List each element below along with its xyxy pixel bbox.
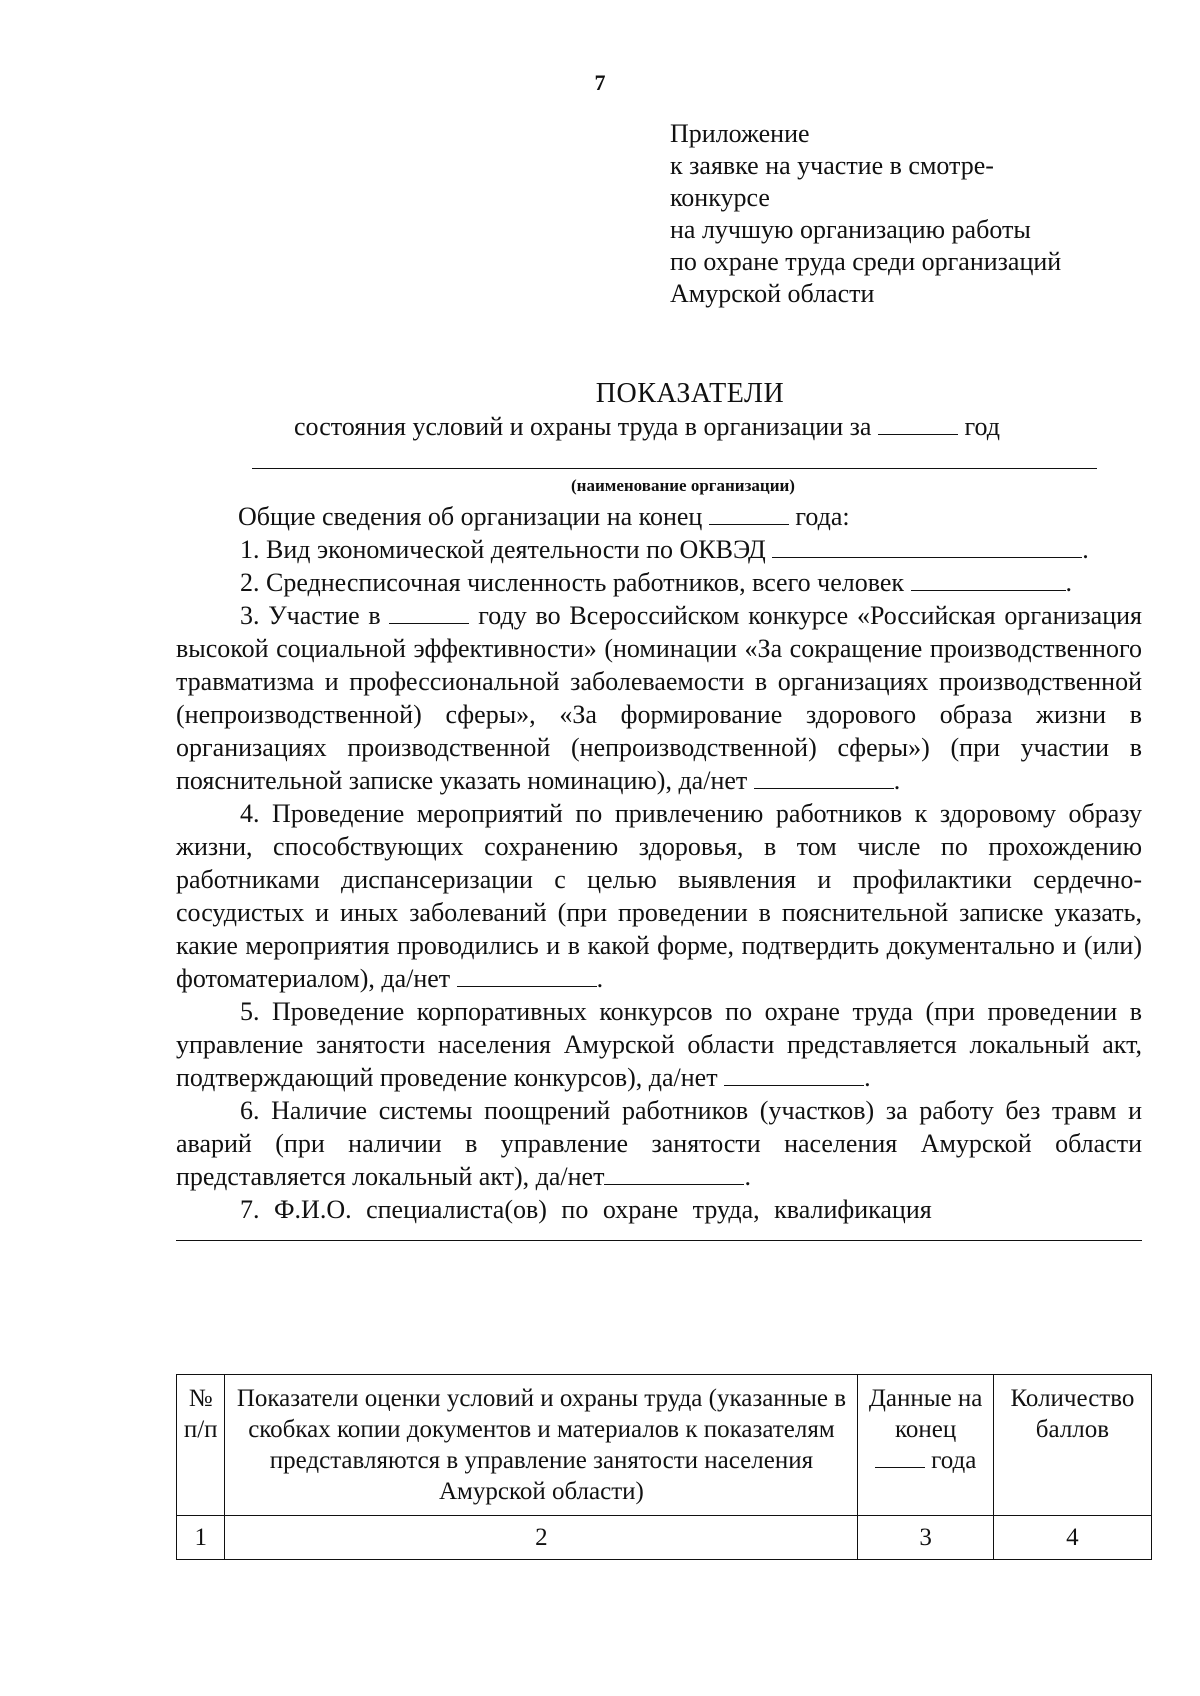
year-blank [389, 601, 469, 624]
answer-blank [457, 964, 597, 987]
year-blank [709, 502, 789, 525]
table-row [177, 1516, 1152, 1560]
table-header-row [177, 1375, 1152, 1516]
item-3: 3. Участие в году во Всероссийском конкурсе «Российская организация высокой социальной эффективности» (номинации «За сокращение производственного травматизма и профессиональной заболеваемости в организациях производственной (непроизводственной) сферы», «За формирование здорового образа жизни в организациях производственной (непроизводственной) сферы») (при участии в пояснительной записке указать номинацию), да/нет . [176, 601, 1142, 795]
item-4-text: 4. Проведение мероприятий по привлечению работников к здоровому образу жизни, способствующих сохранению здоровья, в том числе по прохождению работниками диспансеризации с целью выявления и профилактики сердечно-сосудистых и иных заболеваний (при проведении в пояснительной записке указать, какие мероприятия проводились и в какой форме, подтвердить документально и (или) фотоматериалом), да/нет [176, 799, 1142, 993]
answer-blank [911, 568, 1066, 591]
document-subtitle [294, 412, 1000, 442]
item-3-text-start: 3. Участие в [240, 601, 381, 630]
appendix-line: конкурсе [670, 183, 770, 212]
column-number-cell: 3 [858, 1516, 993, 1560]
general-info-text: Общие сведения об организации на конец [238, 502, 703, 531]
item-2: 2. Среднесписочная численность работников, всего человек . [240, 568, 1073, 597]
page-number: 7 [594, 70, 606, 95]
header-data-text: Данные на конец [868, 1385, 983, 1443]
item-6-text: 6. Наличие системы поощрений работников (участков) за работу без травм и аварий (при наличии в управление занятости населения Амурской области представляется локальный акт), да/нет [176, 1096, 1142, 1191]
appendix-line: на лучшую организацию работы [670, 215, 1031, 244]
header-data-cell [858, 1375, 993, 1516]
organization-name-line [252, 468, 1097, 469]
general-info-year-word: года: [795, 502, 850, 531]
appendix-block [670, 118, 1110, 310]
appendix-line: Приложение [670, 119, 810, 148]
subtitle-text: состояния условий и охраны труда в организации за [294, 412, 872, 441]
column-number-cell: 4 [993, 1516, 1151, 1560]
general-info-heading [176, 500, 1142, 533]
item-6: 6. Наличие системы поощрений работников (участков) за работу без травм и аварий (при наличии в управление занятости населения Амурской области представляется локальный акт), да/нет . [176, 1096, 1142, 1191]
subtitle-year-word: год [964, 412, 1000, 441]
item-1-text: 1. Вид экономической деятельности по ОКВЭД [240, 535, 766, 564]
item-7-text: 7. Ф.И.О. специалиста(ов) по охране труда, квалификация [240, 1195, 932, 1224]
organization-name-caption: (наименование организации) [571, 476, 795, 495]
appendix-line: по охране труда среди организаций [670, 247, 1062, 276]
column-number-cell: 1 [177, 1516, 225, 1560]
item-5-text: 5. Проведение корпоративных конкурсов по охране труда (при проведении в управление занятости населения Амурской области представляется локальный акт, подтверждающий проведение конкурсов), да/нет [176, 997, 1142, 1092]
answer-blank [724, 1063, 864, 1086]
qualification-line [176, 1240, 1142, 1241]
item-4: 4. Проведение мероприятий по привлечению работников к здоровому образу жизни, способствующих сохранению здоровья, в том числе по прохождению работниками диспансеризации с целью выявления и профилактики сердечно-сосудистых и иных заболеваний (при проведении в пояснительной записке указать, какие мероприятия проводились и в какой форме, подтвердить документально и (или) фотоматериалом), да/нет . [176, 799, 1142, 993]
year-blank [875, 1447, 925, 1468]
item-2-text: 2. Среднесписочная численность работников, всего человек [240, 568, 905, 597]
item-5: 5. Проведение корпоративных конкурсов по охране труда (при проведении в управление занятости населения Амурской области представляется локальный акт, подтверждающий проведение конкурсов), да/нет . [176, 997, 1142, 1092]
answer-blank [754, 766, 894, 789]
header-points-cell: Количество баллов [993, 1375, 1151, 1516]
item-1: 1. Вид экономической деятельности по ОКВЭД . [240, 535, 1089, 564]
indicators-table [176, 1374, 1152, 1560]
header-number-cell: № п/п [177, 1375, 225, 1516]
header-data-year-word: года [931, 1447, 977, 1474]
appendix-line: к заявке на участие в смотре- [670, 151, 994, 180]
item-7 [176, 1193, 1142, 1226]
column-number-cell: 2 [225, 1516, 858, 1560]
item-3-text: году во Всероссийском конкурсе «Российская организация высокой социальной эффективности» (номинации «За сокращение производственного травматизма и профессиональной заболеваемости в организациях производственной (непроизводственной) сферы», «За формирование здорового образа жизни в организациях производственной (непроизводственной) сферы») (при участии в пояснительной записке указать номинацию), да/нет [176, 601, 1142, 795]
header-indicator-cell: Показатели оценки условий и охраны труда (указанные в скобках копии документов и материалов к показателям представляются в управление занятости населения Амурской области) [225, 1375, 858, 1516]
answer-blank [604, 1162, 744, 1185]
document-body [176, 500, 1142, 1241]
year-blank [878, 412, 958, 435]
appendix-line: Амурской области [670, 279, 875, 308]
answer-blank [772, 535, 1082, 558]
document-title: ПОКАЗАТЕЛИ [595, 378, 785, 409]
